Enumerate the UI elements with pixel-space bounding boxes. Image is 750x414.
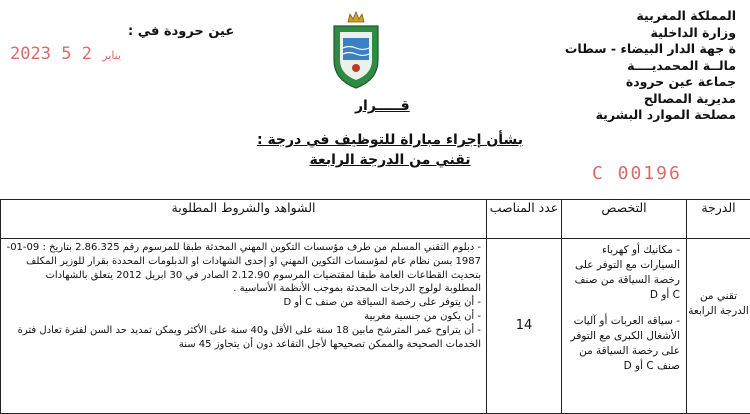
condition-item: - أن يتراوح عمر المترشح مابين 18 سنة على الأقل و40 سنة على الأكثر ويمكن تمديد حد السن لفترة تعادل فترة الخدمات الصحيحة والممكن تصحيحها لأجل التقاعد دون أن يتجاوز 45 سنة	[6, 324, 481, 352]
commune-emblem-icon	[328, 8, 384, 90]
condition-item: - دبلوم التقني المسلم من طرف مؤسسات التكوين المهني المحدثة طبقا للمرسوم رقم 2.86.325 بتاريخ : 09-01- 1987 بسن نظام عام لمؤسسات التكوين المهني او إحدى الشهادات او الدبلومات المحددة بقرار للوزير المكلف بتحديث القطاعات العامة طبقا لمقتضيات المرسوم 2.12.90 الصادر في 30 ابريل 2012 يتعلق بالشهادات المطلوبة لولوج الدرجات المحدثة بموجب الأنظمة الأساسية .	[6, 241, 481, 296]
header-specialty: التخصص	[562, 200, 687, 239]
header-line-kingdom: المملكة المغربية	[486, 8, 736, 25]
decision-title: قـــــرار	[355, 98, 410, 114]
cell-conditions	[1, 239, 487, 414]
subject-heading	[230, 130, 550, 170]
condition-item: - أن يكون من جنسية مغربية	[6, 310, 481, 324]
cell-specialties	[562, 239, 687, 414]
date-stamp	[10, 44, 121, 64]
cell-grade: تقني من الدرجة الرابعة	[687, 239, 750, 414]
specialty-item: - مكانيك أو كهرباء السيارات مع التوفر على رخصة السياقة من صنف C أو D	[568, 243, 680, 303]
header-line-commune: جماعة عين حرودة	[486, 74, 736, 91]
specialty-item: - سياقه العربات أو آليات الأشغال الكبرى مع التوفر على رخصة السياقة من صنف C أو D	[568, 314, 680, 374]
header-positions: عدد المناصب	[487, 200, 562, 239]
administration-header	[486, 8, 736, 124]
table-row	[1, 239, 750, 414]
serial-stamp: C 00196	[592, 163, 682, 184]
place-label: عين حرودة في :	[128, 24, 234, 39]
header-line-prefecture: مالــة المحمديــــة	[486, 58, 736, 75]
subject-line-1: بشأن إجراء مباراة للتوظيف في درجة :	[230, 130, 550, 150]
header-grade: الدرجة	[687, 200, 750, 239]
header-conditions: الشواهد والشروط المطلوبة	[1, 200, 487, 239]
date-year: 2023	[10, 44, 51, 64]
table-header-row	[1, 200, 750, 239]
header-line-service: مصلحة الموارد البشرية	[486, 107, 736, 124]
date-month: يناير	[102, 49, 121, 62]
header-line-region: ة جهة الدار البيضاء - سطات	[486, 41, 736, 58]
date-day: 2 5	[61, 44, 92, 64]
requirements-table	[0, 199, 750, 414]
condition-item: - أن يتوفر على رخصة السياقة من صنف C أو D	[6, 296, 481, 310]
cell-positions: 14	[487, 239, 562, 414]
subject-line-2: تقني من الدرجة الرابعة	[230, 150, 550, 170]
header-line-ministry: وزارة الداخلية	[486, 25, 736, 42]
header-line-directorate: مديرية المصالح	[486, 91, 736, 108]
